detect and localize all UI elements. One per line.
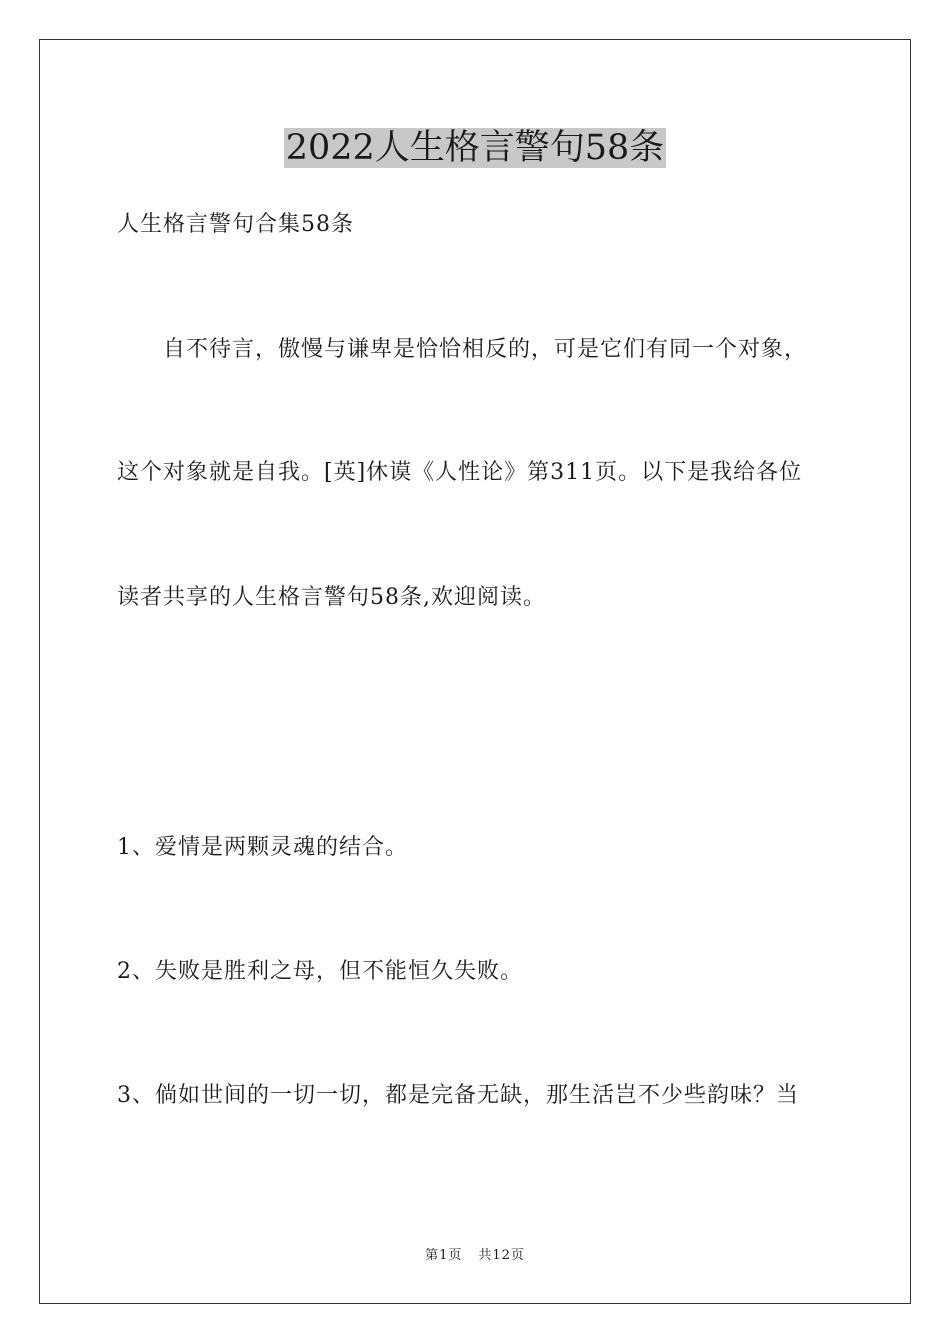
document-title-text: 2022人生格言警句58条 [285,128,665,168]
intro-line-3: 读者共享的人生格言警句58条,欢迎阅读。 [117,585,546,610]
page-footer [0,1247,950,1265]
page-total: 共12页 [478,1248,525,1263]
document-title [0,124,950,172]
intro-line-2: 这个对象就是自我。[英]休谟《人性论》第311页。以下是我给各位 [117,460,803,485]
list-item-3: 3、倘如世间的一切一切，都是完备无缺，那生活岂不少些韵味？当 [117,1083,799,1108]
list-item-1: 1、爱情是两颗灵魂的结合。 [117,835,408,860]
intro-line-1: 自不待言，傲慢与谦卑是恰恰相反的，可是它们有同一个对象， [163,337,808,362]
list-item-2: 2、失败是胜利之母，但不能恒久失败。 [117,959,523,984]
document-subtitle: 人生格言警句合集58条 [117,212,354,237]
page-number: 第1页 [425,1248,463,1263]
